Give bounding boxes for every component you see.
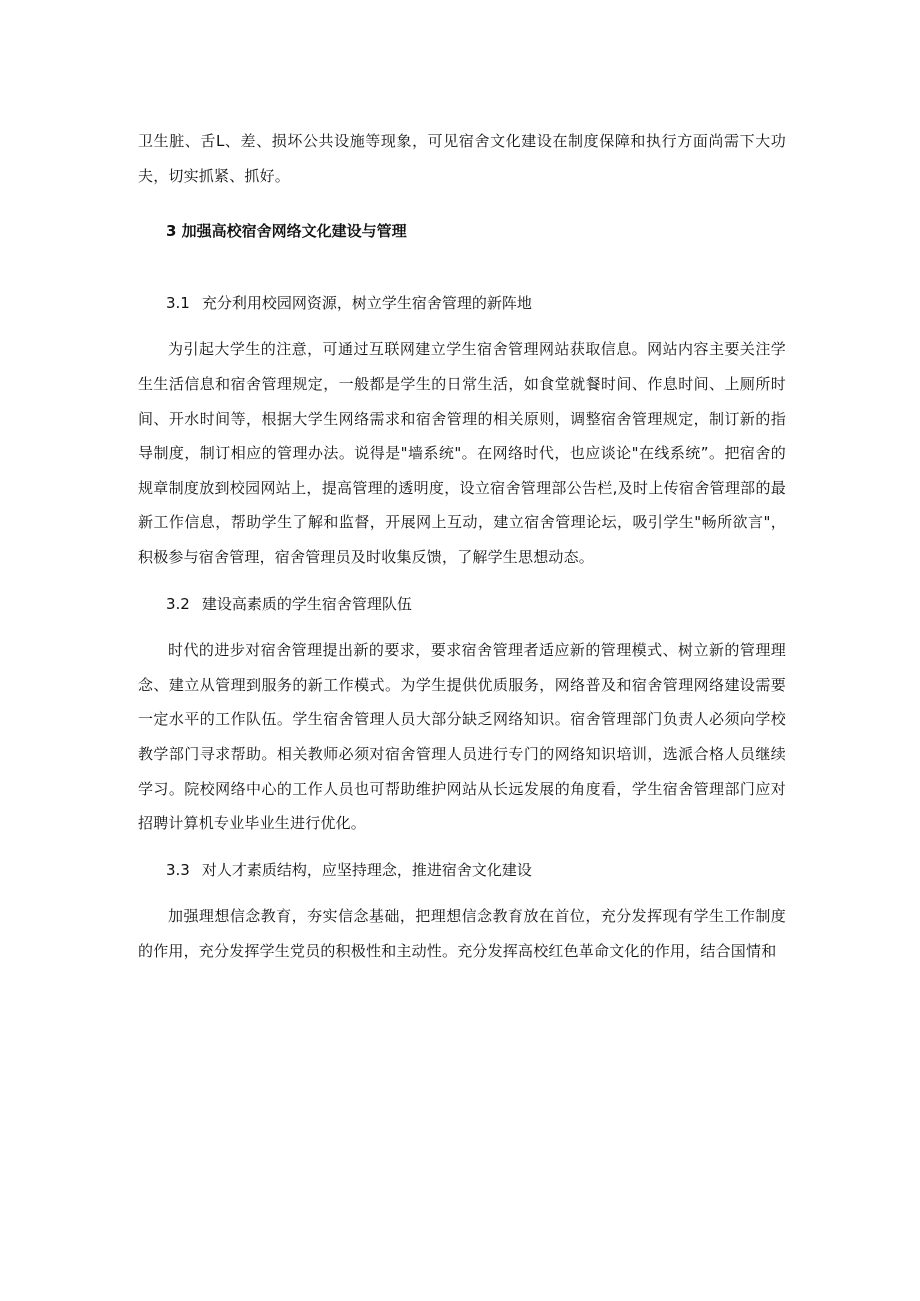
- subsection-title: 对人才素质结构，应坚持理念，推进宿舍文化建设: [201, 860, 532, 879]
- subsection-heading-3-2: [138, 587, 786, 622]
- subsection-heading-3-3: [138, 853, 786, 888]
- paragraph-continuation: 卫生脏、舌L、差、损坏公共设施等现象，可见宿舍文化建设在制度保障和执行方面尚需下大功夫，切实抓紧、抓好。: [138, 132, 786, 185]
- subsection-heading-3-1: [138, 286, 786, 321]
- subsection-number: 3.2: [166, 594, 190, 613]
- document-page: [138, 124, 786, 968]
- subsection-title: 充分利用校园网资源，树立学生宿舍管理的新阵地: [201, 293, 532, 312]
- paragraph-3-2: 时代的进步对宿舍管理提出新的要求，要求宿舍管理者适应新的管理模式、树立新的管理理念、建立从管理到服务的新工作模式。为学生提供优质服务，网络普及和宿舍管理网络建设需要一定水平的工作队伍。学生宿舍管理人员大部分缺乏网络知识。宿舍管理部门负责人必须向学校教学部门寻求帮助。相关教师必须对宿舍管理人员进行专门的网络知识培训，选派合格人员继续学习。院校网络中心的工作人员也可帮助维护网站从长远发展的角度看，学生宿舍管理部门应对招聘计算机专业毕业生进行优化。: [138, 641, 786, 833]
- paragraph-3-3: 加强理想信念教育，夯实信念基础，把理想信念教育放在首位，充分发挥现有学生工作制度的作用，充分发挥学生党员的积极性和主动性。充分发挥高校红色革命文化的作用，结合国情和: [138, 907, 786, 960]
- subsection-number: 3.3: [166, 860, 190, 879]
- subsection-title: 建设高素质的学生宿舍管理队伍: [201, 594, 412, 613]
- section-heading-3: 3 加强高校宿舍网络文化建设与管理: [166, 222, 407, 241]
- paragraph-3-1: 为引起大学生的注意，可通过互联网建立学生宿舍管理网站获取信息。网站内容主要关注学生生活信息和宿舍管理规定，一般都是学生的日常生活，如食堂就餐时间、作息时间、上厕所时间、开水时间等，根据大学生网络需求和宿舍管理的相关原则，调整宿舍管理规定，制订新的指导制度，制订相应的管理办法。说得是"墙系统"。在网络时代，也应谈论"在线系统”。把宿舍的规章制度放到校园网站上，提高管理的透明度，设立宿舍管理部公告栏,及时上传宿舍管理部的最新工作信息，帮助学生了解和监督，开展网上互动，建立宿舍管理论坛，吸引学生"畅所欲言"，积极参与宿舍管理，宿舍管理员及时收集反馈，了解学生思想动态。: [138, 340, 786, 566]
- subsection-number: 3.1: [166, 293, 190, 312]
